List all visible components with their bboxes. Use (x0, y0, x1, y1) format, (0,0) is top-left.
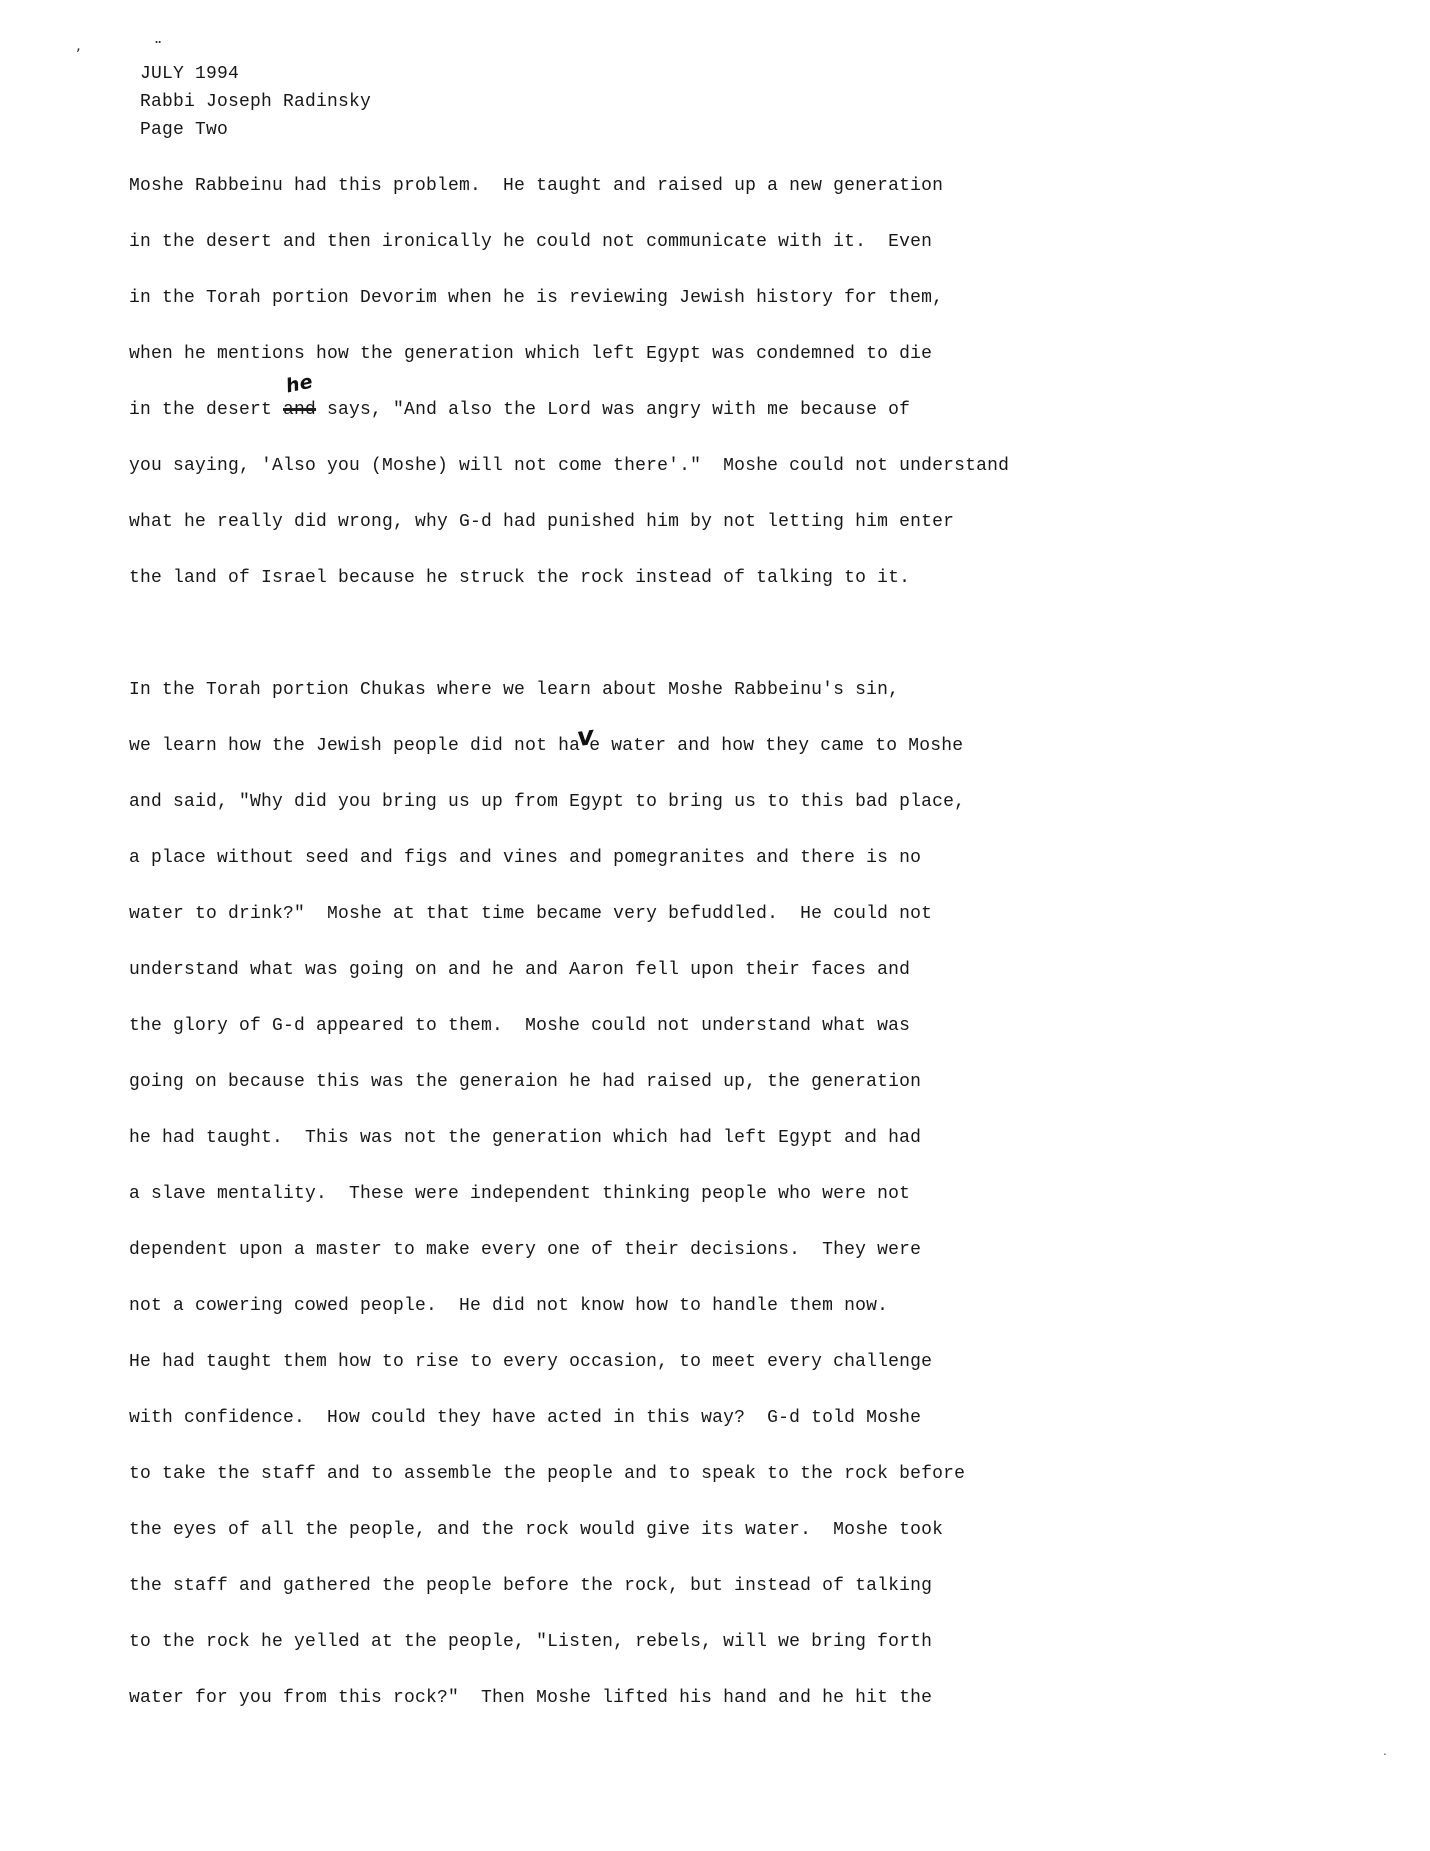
text-line: the land of Israel because he struck the rock instead of talking to it. (129, 568, 911, 588)
paragraph-2 (129, 662, 1229, 1726)
text-line: in the desert and then ironically he could not communicate with it. Even (129, 232, 933, 252)
text-line: what he really did wrong, why G-d had punished him by not letting him enter (129, 512, 955, 532)
text-line: in the Torah portion Devorim when he is reviewing Jewish history for them, (129, 288, 944, 308)
text-line: not a cowering cowed people. He did not know how to handle them now. (129, 1296, 889, 1316)
text-line: the staff and gathered the people before the rock, but instead of talking (129, 1576, 933, 1596)
text-line: water to drink?" Moshe at that time became very befuddled. He could not (129, 904, 933, 924)
text-line: He had taught them how to rise to every occasion, to meet every challenge (129, 1352, 933, 1372)
header-author: Rabbi Joseph Radinsky (140, 92, 372, 112)
text-line: a place without seed and figs and vines and pomegranites and there is no (129, 848, 922, 868)
text-line: we learn how the Jewish people did not have water and how they came to Moshe (129, 720, 964, 756)
text-line: water for you from this rock?" Then Moshe lifted his hand and he hit the (129, 1688, 933, 1708)
text-line: he had taught. This was not the generation which had left Egypt and had (129, 1128, 922, 1148)
text-line: dependent upon a master to make every one of their decisions. They were (129, 1240, 922, 1260)
text-line: going on because this was the generaion he had raised up, the generation (129, 1072, 922, 1092)
text-line: Moshe Rabbeinu had this problem. He taught and raised up a new generation (129, 176, 944, 196)
handwritten-inserted-letter: v (575, 720, 597, 754)
scan-speck: , (76, 36, 81, 54)
paragraph-1 (129, 158, 1229, 606)
text-line: the glory of G-d appeared to them. Moshe could not understand what was (129, 1016, 911, 1036)
text-line: and said, "Why did you bring us up from Egypt to bring us to this bad place, (129, 792, 966, 812)
text-line: with confidence. How could they have acted in this way? G-d told Moshe (129, 1408, 922, 1428)
header-date: JULY 1994 (140, 64, 240, 84)
scan-speck: . (1383, 1744, 1387, 1758)
header-page-number: Page Two (140, 120, 229, 140)
text-line: In the Torah portion Chukas where we learn about Moshe Rabbeinu's sin, (129, 680, 900, 700)
corrected-word (283, 370, 317, 438)
text-line: you saying, 'Also you (Moshe) will not come there'." Moshe could not understand (129, 456, 1010, 476)
text-line: the eyes of all the people, and the rock would give its water. Moshe took (129, 1520, 944, 1540)
struck-word: and (283, 400, 317, 420)
document-body (129, 158, 1229, 1726)
scan-speck: .. (154, 28, 161, 47)
document-header (140, 60, 371, 144)
handwritten-correction: he (283, 370, 315, 398)
text-line: when he mentions how the generation which left Egypt was condemned to die (129, 344, 933, 364)
text-line: to take the staff and to assemble the people and to speak to the rock before (129, 1464, 966, 1484)
text-line: understand what was going on and he and Aaron fell upon their faces and (129, 960, 911, 980)
text-line: in the desert he and says, "And also the Lord was angry with me because of (129, 382, 1229, 438)
text-line: to the rock he yelled at the people, "Listen, rebels, will we bring forth (129, 1632, 933, 1652)
text-line: a slave mentality. These were independent thinking people who were not (129, 1184, 911, 1204)
